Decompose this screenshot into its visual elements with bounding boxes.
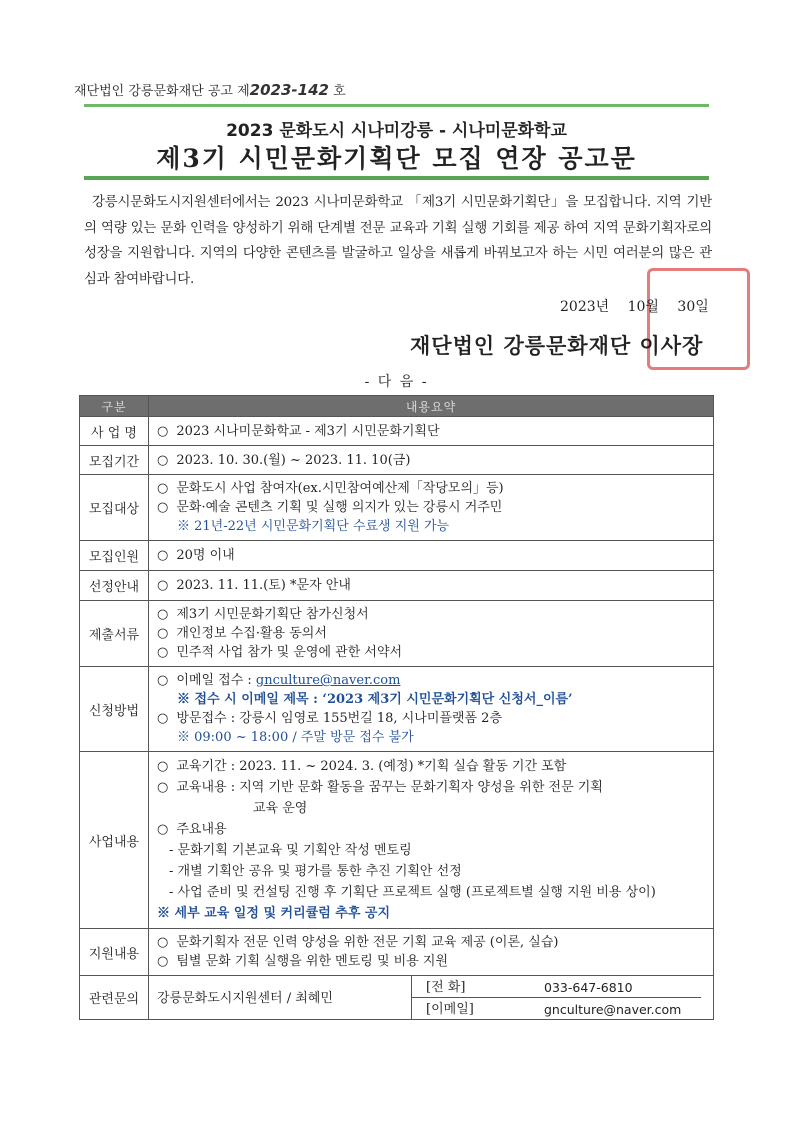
intro-text: 강릉시문화도시지원센터에서는 2023 시나미문화학교 「제3기 시민문화기획단」을 모집합니다. 지역 기반의 역량 있는 문화 인력을 양성하기 위해 단계별 전문 교육과 기획 실행 기회를 제공 하여 지역 문화기획자로의 성장을 지원합니다. 지역의 다양한 콘텐츠를 발굴하고 일상을 새롭게 바꿔보고자 하는 시민 여러분의 많은 관심과 참여바랍니다. (84, 195, 712, 287)
contact-phone[interactable]: 033-647-6810 (544, 980, 633, 995)
notice-suffix: 호 (333, 84, 346, 99)
row-value (149, 976, 714, 1020)
row-label: 선정안내 (80, 571, 149, 601)
table-row (80, 976, 714, 1020)
page-title: 제3기 시민문화기획단 모집 연장 공고문 (156, 144, 637, 173)
edu-content-cont: 교육 운영 (253, 801, 308, 816)
row-label: 관련문의 (80, 976, 149, 1020)
document-item: 개인정보 수집·활용 동의서 (176, 626, 327, 641)
bullet-icon: ○ (157, 935, 169, 950)
email-apply-label: 이메일 접수 : (176, 673, 256, 688)
bullet-icon: ○ (157, 500, 169, 515)
project-name: 2023 시나미문화학교 - 제3기 시민문화기획단 (176, 423, 440, 439)
document-item: 제3기 시민문화기획단 참가신청서 (176, 607, 369, 622)
date-year: 2023년 (560, 299, 610, 315)
bullet-icon: ○ (157, 607, 169, 622)
row-label: 지원내용 (80, 929, 149, 976)
header-summary: 내용요약 (149, 396, 714, 417)
edu-content: 교육내용 : 지역 기반 문화 활동을 꿈꾸는 문화기획자 양성을 위한 전문 기획 (176, 780, 603, 795)
notice-number (74, 80, 346, 99)
row-label: 모집대상 (80, 475, 149, 541)
table-row (80, 667, 714, 752)
row-value (149, 571, 714, 601)
row-value (149, 446, 714, 475)
contact-org: 강릉문화도시지원센터 / 최혜민 (157, 991, 333, 1006)
issuer-name: 재단법인 강릉문화재단 이사장 (410, 333, 704, 358)
email-label: [이메일] (426, 1002, 474, 1017)
main-content-item: - 개별 기획안 공유 및 평가를 통한 추진 기획안 선정 (169, 864, 462, 879)
target-item: 문화도시 사업 참여자(ex.시민참여예산제「작당모의」등) (176, 481, 504, 496)
contact-email-row (411, 998, 701, 1020)
bullet-icon: ○ (157, 423, 169, 439)
visit-apply: 방문접수 : 강릉시 임영로 155번길 18, 시나미플랫폼 2층 (176, 711, 503, 726)
bullet-icon: ○ (157, 481, 169, 496)
row-value (149, 667, 714, 752)
row-value (149, 752, 714, 929)
edu-period: 교육기간 : 2023. 11. ~ 2024. 3. (예정) *기획 실습 활동 기간 포함 (176, 759, 567, 774)
bullet-icon: ○ (157, 645, 169, 660)
date-day: 30일 (677, 299, 709, 315)
support-item: 문화기획자 전문 인력 양성을 위한 전문 기획 교육 제공 (이론, 실습) (176, 935, 559, 950)
table-row (80, 601, 714, 667)
table-row (80, 541, 714, 571)
bullet-icon: ○ (157, 626, 169, 641)
bullet-icon: ○ (157, 452, 169, 468)
target-item: 문화·예술 콘텐츠 기획 및 실행 의지가 있는 강릉시 거주민 (176, 500, 503, 515)
table-row (80, 446, 714, 475)
contact-phone-row (411, 976, 701, 998)
contact-email[interactable]: gnculture@naver.com (544, 1002, 682, 1017)
bullet-icon: ○ (157, 711, 169, 726)
row-value (149, 417, 714, 446)
curriculum-note: ※ 세부 교육 일정 및 커리큘럼 추후 공지 (157, 906, 391, 921)
table-row (80, 929, 714, 976)
row-label: 사업내용 (80, 752, 149, 929)
table-row (80, 752, 714, 929)
row-value (149, 929, 714, 976)
phone-label: [전 화] (426, 980, 466, 995)
handwritten-number: 2023-142 (249, 81, 329, 99)
bullet-icon: ○ (157, 759, 169, 774)
email-subject-note: ※ 접수 시 이메일 제목 : ‘2023 제3기 시민문화기획단 신청서_이름’ (177, 692, 573, 707)
row-label: 신청방법 (80, 667, 149, 752)
document-item: 민주적 사업 참가 및 운영에 관한 서약서 (176, 645, 403, 660)
visit-hours-note: ※ 09:00 ~ 18:00 / 주말 방문 접수 불가 (177, 730, 414, 745)
header-rule-top (84, 104, 709, 107)
recruit-period: 2023. 10. 30.(월) ~ 2023. 11. 10(금) (176, 452, 411, 468)
main-content-item: - 문화기획 기본교육 및 기획안 작성 멘토링 (169, 843, 412, 858)
bullet-icon: ○ (157, 548, 169, 563)
support-item: 팀별 문화 기획 실행을 위한 멘토링 및 비용 지원 (176, 954, 449, 969)
target-note: ※ 21년-22년 시민문화기획단 수료생 지원 가능 (177, 519, 450, 534)
bullet-icon: ○ (157, 822, 169, 837)
bullet-icon: ○ (157, 578, 169, 593)
table-row (80, 417, 714, 446)
row-value (149, 475, 714, 541)
bullet-icon: ○ (157, 673, 169, 688)
table-row (80, 475, 714, 541)
bullet-icon: ○ (157, 954, 169, 969)
recruit-count: 20명 이내 (176, 548, 235, 563)
table-row (80, 571, 714, 601)
main-content-item: - 사업 준비 및 컨설팅 진행 후 기획단 프로젝트 실행 (프로젝트별 실행 지원 비용 상이) (169, 885, 656, 900)
intro-paragraph (84, 190, 712, 292)
selection-notice: 2023. 11. 11.(토) *문자 안내 (176, 578, 351, 593)
summary-table (79, 395, 714, 1020)
date-month: 10월 (627, 299, 659, 315)
table-header-row (80, 396, 714, 417)
section-heading: - 다 음 - (364, 374, 429, 390)
bullet-icon: ○ (157, 780, 169, 795)
row-value (149, 541, 714, 571)
row-label: 제출서류 (80, 601, 149, 667)
row-value (149, 601, 714, 667)
page-subtitle: 2023 문화도시 시나미강릉 - 시나미문화학교 (226, 121, 567, 141)
row-label: 모집인원 (80, 541, 149, 571)
announcement-date (560, 296, 723, 316)
main-content-heading: 주요내용 (176, 822, 227, 837)
apply-email-link[interactable]: gnculture@naver.com (255, 673, 401, 688)
row-label: 사 업 명 (80, 417, 149, 446)
header-category: 구분 (80, 396, 149, 417)
header-rule-bottom (84, 176, 709, 180)
notice-prefix: 재단법인 강릉문화재단 공고 제 (74, 84, 250, 99)
row-label: 모집기간 (80, 446, 149, 475)
